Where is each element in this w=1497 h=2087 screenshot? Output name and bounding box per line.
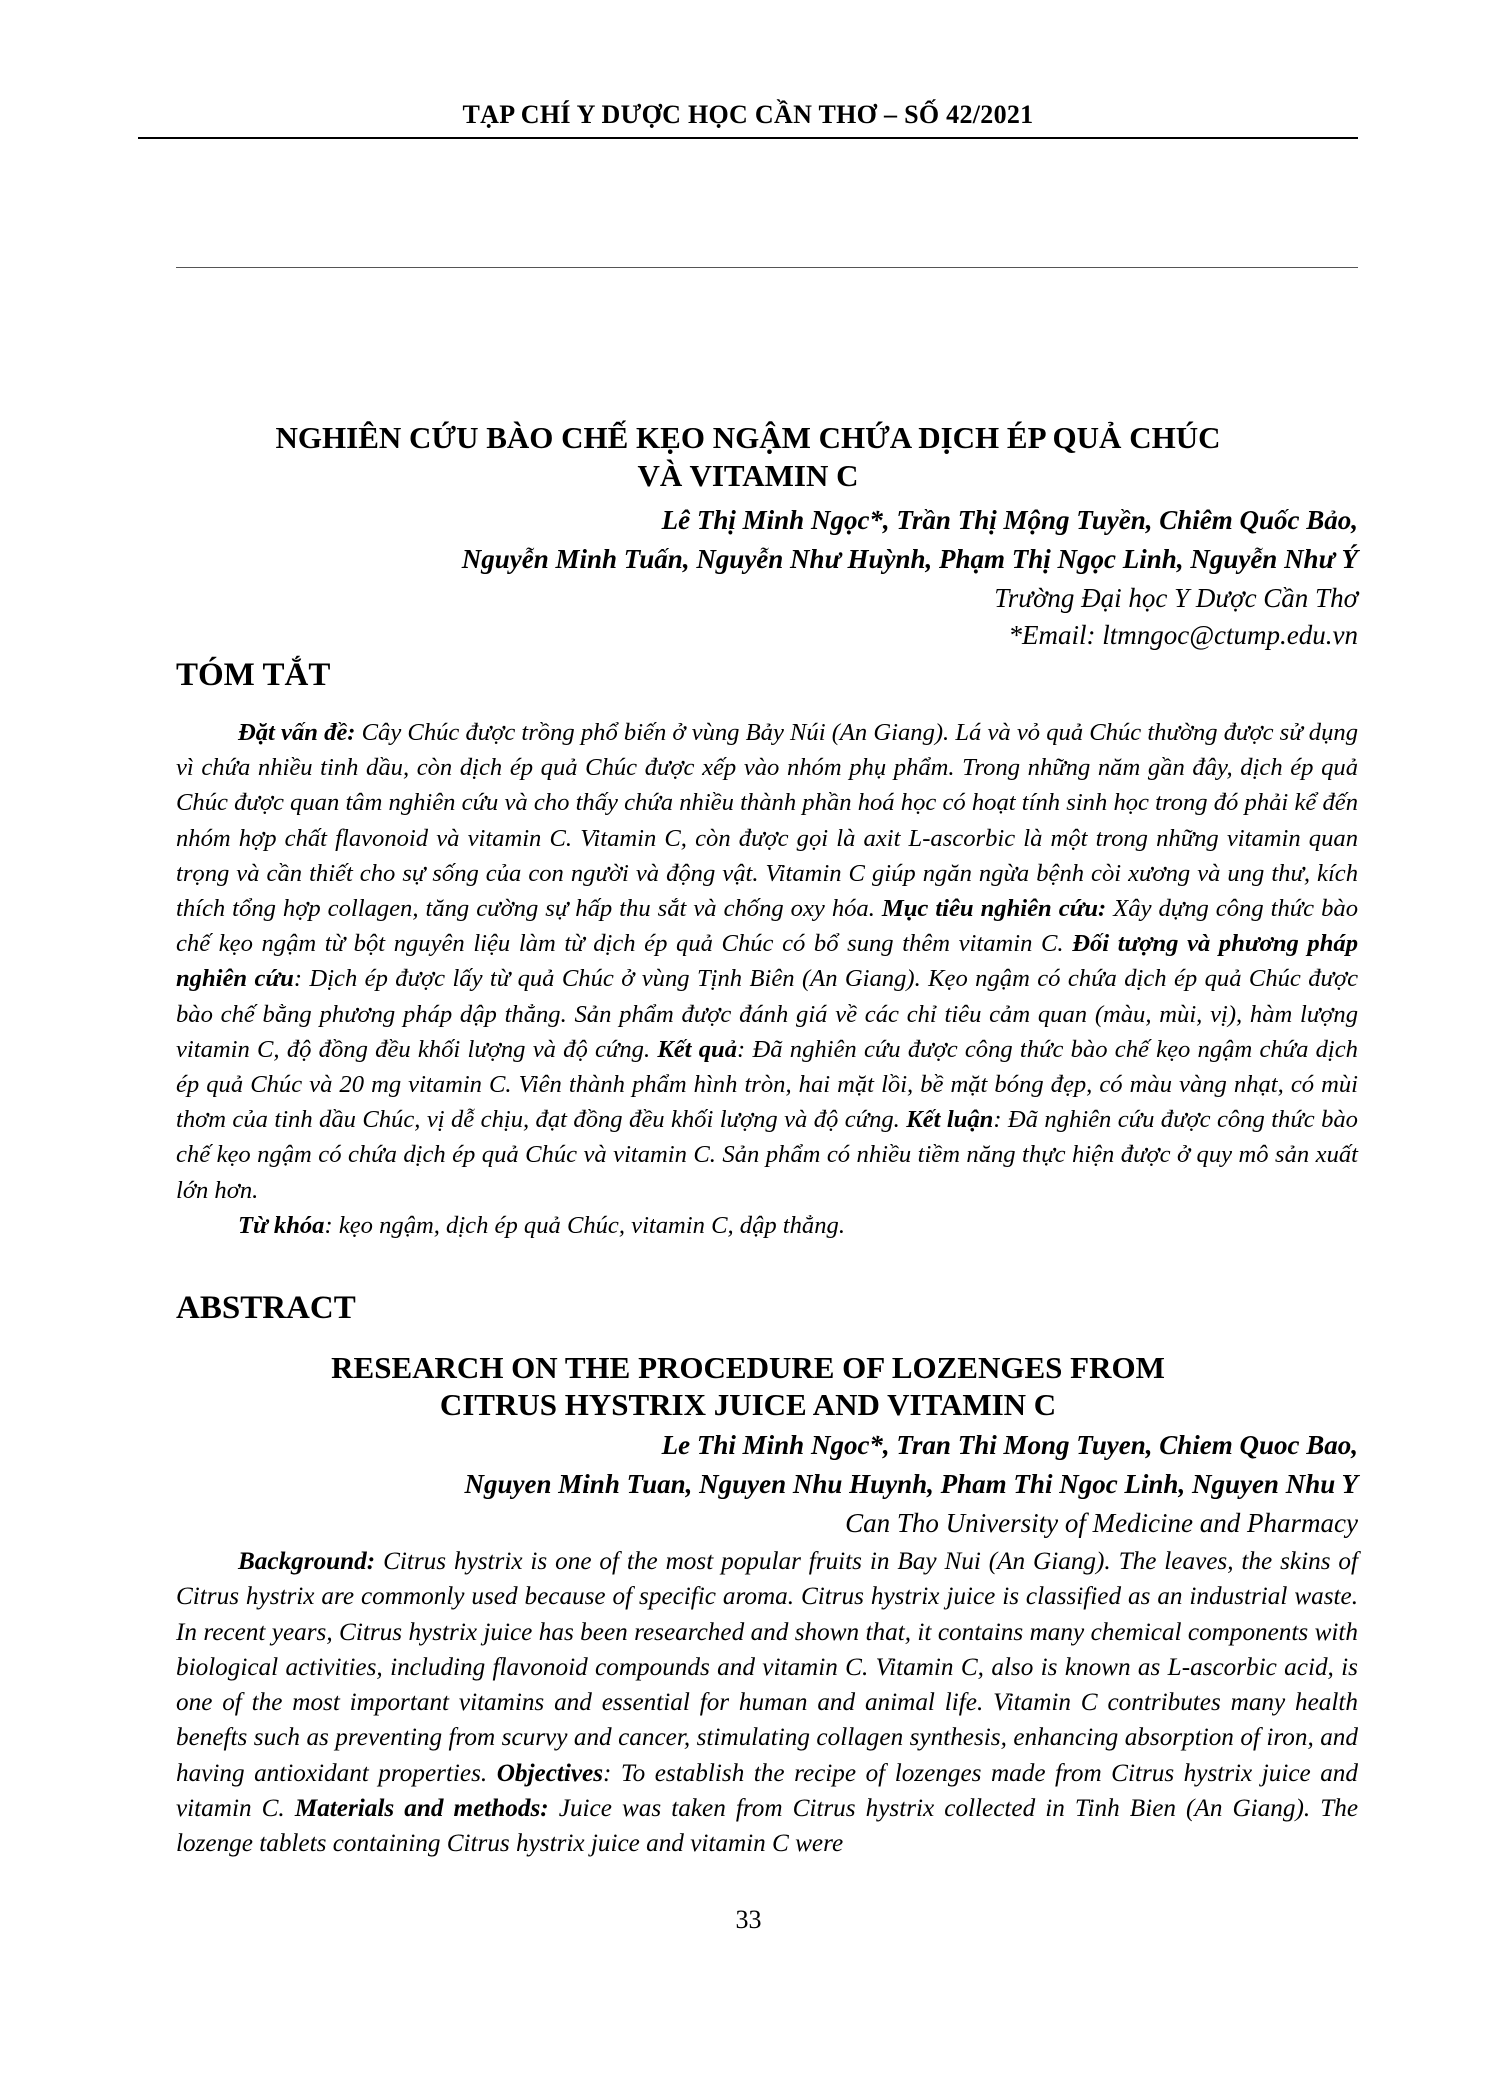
text-ket-luan: : Đã nghiên cứu được công thức bào chế kẹo ngậm có chứa dịch ép quả Chúc và vitamin C. Sản phẩm có nhiều tiềm năng thực hiện được ở quy mô sản xuất lớn hơn. bbox=[176, 1106, 1358, 1204]
en-title-line1: RESEARCH ON THE PROCEDURE OF LOZENGES FROM bbox=[331, 1350, 1165, 1385]
vn-affiliation: Trường Đại học Y Dược Cần Thơ bbox=[994, 583, 1358, 613]
text-objectives: : To establish the recipe of lozenges made from Citrus hystrix juice and vitamin C. bbox=[176, 1759, 1358, 1823]
label-methods: Materials and methods: bbox=[294, 1795, 549, 1823]
text-dat-van-de: Cây Chúc được trồng phổ biến ở vùng Bảy Núi (An Giang). Lá và vỏ quả Chúc thường được sử dụng vì chứa nhiều tinh dầu, còn dịch ép quả Chúc được xếp vào nhóm phụ phẩm. Trong những năm gần đây, dịch ép quả Chúc được quan tâm nghiên cứu và cho thấy chứa nhiều thành phần hoá học có hoạt tính sinh học trong đó phải kể đến nhóm hợp chất flavonoid và vitamin C. Vitamin C, còn được gọi là axit L-ascorbic là một trong những vitamin quan trọng và cần thiết cho sự sống của con người và động vật. Vitamin C giúp ngăn ngừa bệnh còi xương và ung thư, kích thích tổng hợp collagen, tăng cường sự hấp thu sắt và chống oxy hóa. bbox=[176, 719, 1358, 923]
header-rule bbox=[138, 137, 1358, 139]
text-muc-tieu: Xây dựng công thức bào chế kẹo ngậm từ bột nguyên liệu làm từ dịch ép quả Chúc có bổ sung thêm vitamin C. bbox=[176, 895, 1358, 958]
email-address: : ltmngoc@ctump.edu.vn bbox=[1086, 620, 1358, 650]
label-doi-tuong: Đối tượng và phương pháp nghiên cứu bbox=[176, 930, 1358, 993]
en-abstract bbox=[176, 1544, 1358, 1862]
vn-authors-line2: Nguyễn Minh Tuấn, Nguyễn Như Huỳnh, Phạm Thị Ngọc Linh, Nguyễn Như Ý bbox=[461, 544, 1358, 574]
text-background: Citrus hystrix is one of the most popular fruits in Bay Nui (An Giang). The leaves, the skins of Citrus hystrix are commonly used because of specific aroma. Citrus hystrix juice is classified as an industrial waste. In recent years, Citrus hystrix juice has been researched and shown that, it contains many chemical components with biological activities, including flavonoid compounds and vitamin C. Vitamin C, also is known as L-ascorbic acid, is one of the most important vitamins and essential for human and animal life. Vitamin C contributes many health benefts such as preventing from scurvy and cancer, stimulating collagen synthesis, enhancing absorption of iron, and having antioxidant properties. bbox=[176, 1548, 1358, 1787]
keywords-label: Từ khóa bbox=[238, 1211, 325, 1239]
en-authors-line2: Nguyen Minh Tuan, Nguyen Nhu Huynh, Pham Thi Ngoc Linh, Nguyen Nhu Y bbox=[464, 1469, 1358, 1499]
en-authors-line1: Le Thi Minh Ngoc*, Tran Thi Mong Tuyen, Chiem Quoc Bao, bbox=[661, 1430, 1358, 1460]
label-ket-qua: Kết quả bbox=[657, 1035, 738, 1063]
journal-header: TẠP CHÍ Y DƯỢC HỌC CẦN THƠ – SỐ 42/2021 bbox=[462, 100, 1034, 129]
email-label: *Email bbox=[1008, 620, 1087, 650]
text-methods: Juice was taken from Citrus hystrix collected in Tinh Bien (An Giang). The lozenge tablets containing Citrus hystrix juice and vitamin C were bbox=[176, 1795, 1358, 1858]
separator-rule bbox=[176, 267, 1358, 268]
vn-keywords bbox=[176, 1208, 1358, 1243]
en-title-line2: CITRUS HYSTRIX JUICE AND VITAMIN C bbox=[439, 1387, 1057, 1422]
label-dat-van-de: Đặt vấn đề: bbox=[238, 719, 356, 746]
label-objectives: Objectives bbox=[496, 1759, 604, 1787]
keywords-text: : kẹo ngậm, dịch ép quả Chúc, vitamin C, dập thẳng. bbox=[324, 1211, 845, 1239]
vn-summary bbox=[176, 715, 1358, 1243]
label-background: Background: bbox=[238, 1548, 376, 1575]
en-affiliation: Can Tho University of Medicine and Pharmacy bbox=[845, 1508, 1358, 1538]
label-ket-luan: Kết luận bbox=[906, 1106, 994, 1134]
summary-heading: TÓM TẮT bbox=[176, 657, 331, 693]
vn-authors-line1: Lê Thị Minh Ngọc*, Trần Thị Mộng Tuyền, Chiêm Quốc Bảo, bbox=[661, 505, 1358, 535]
vn-title-line2: VÀ VITAMIN C bbox=[637, 458, 859, 493]
text-ket-qua: : Đã nghiên cứu được công thức bào chế kẹo ngậm chứa dịch ép quả Chúc và 20 mg vitamin C. Viên thành phẩm hình tròn, hai mặt lồi, bề mặt bóng đẹp, có màu vàng nhạt, có mùi thơm của tinh dầu Chúc, vị dễ chịu, đạt đồng đều khối lượng và độ cứng. bbox=[176, 1035, 1358, 1134]
vn-title-line1: NGHIÊN CỨU BÀO CHẾ KẸO NGẬM CHỨA DỊCH ÉP QUẢ CHÚC bbox=[275, 420, 1221, 455]
page-number: 33 bbox=[735, 1905, 762, 1934]
label-muc-tieu: Mục tiêu nghiên cứu: bbox=[881, 895, 1107, 923]
en-abstract-paragraph bbox=[176, 1544, 1358, 1862]
abstract-heading: ABSTRACT bbox=[176, 1290, 356, 1326]
vn-email bbox=[1008, 617, 1358, 653]
text-doi-tuong: : Dịch ép được lấy từ quả Chúc ở vùng Tịnh Biên (An Giang). Kẹo ngậm có chứa dịch ép quả Chúc được bào chế bằng phương pháp dập thẳng. Sản phẩm được đánh giá về các chỉ tiêu cảm quan (màu, mùi, vị), hàm lượng vitamin C, độ đồng đều khối lượng và độ cứng. bbox=[176, 965, 1358, 1063]
vn-summary-paragraph bbox=[176, 715, 1358, 1208]
